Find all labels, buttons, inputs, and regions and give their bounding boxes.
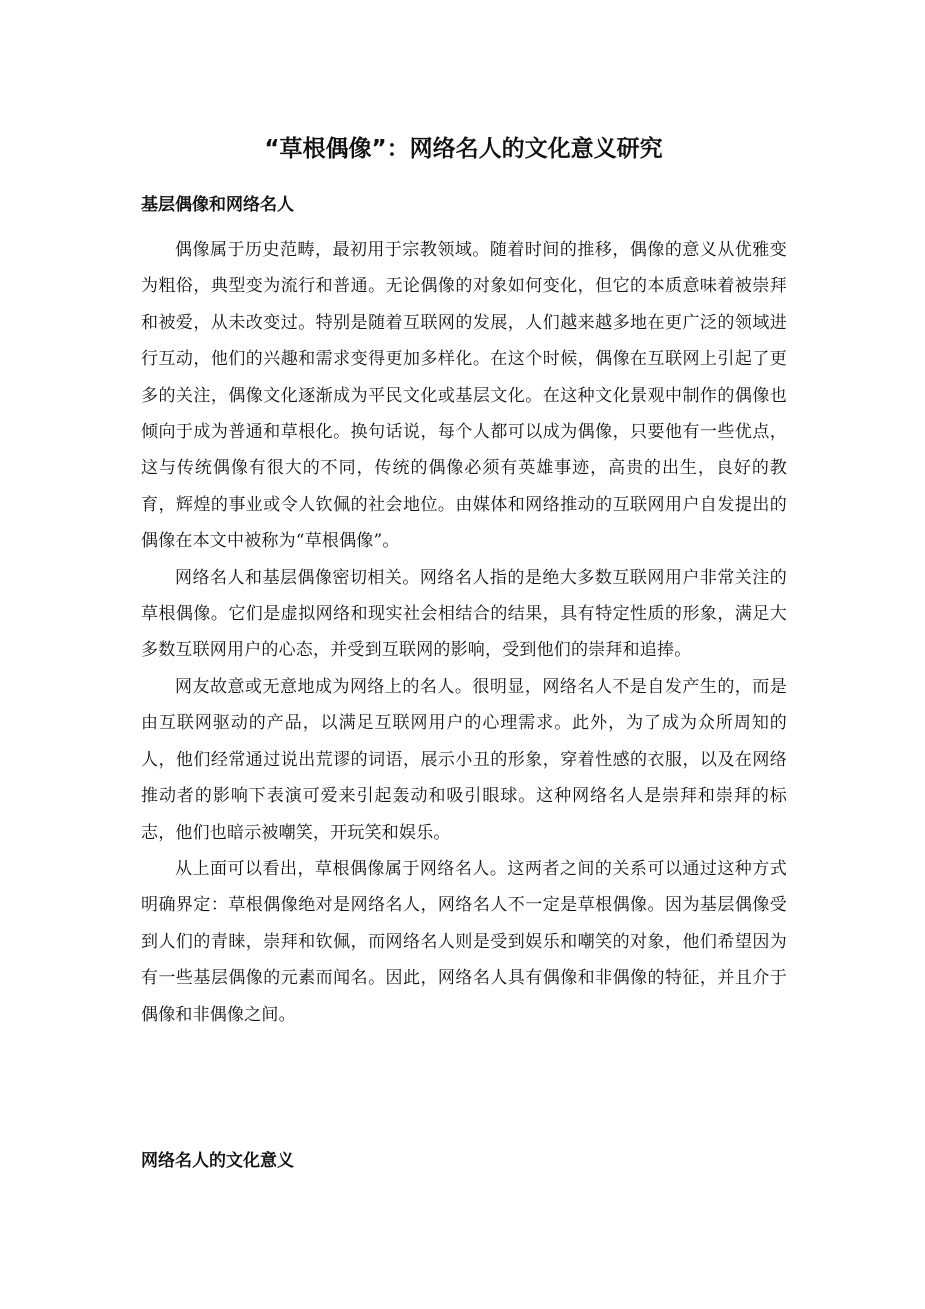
section-heading: 网络名人的文化意义 xyxy=(141,1151,294,1171)
paragraph: 偶像属于历史范畴，最初用于宗教领域。随着时间的推移，偶像的意义从优雅变为粗俗，典型变为流行和普通。无论偶像的对象如何变化，但它的本质意味着被崇拜和被爱，从未改变过。特别是随着互联网的发展，人们越来越多地在更广泛的领域进行互动，他们的兴趣和需求变得更加多样化。在这个时候，偶像在互联网上引起了更多的关注，偶像文化逐渐成为平民文化或基层文化。在这种文化景观中制作的偶像也倾向于成为普通和草根化。换句话说，每个人都可以成为偶像，只要他有一些优点，这与传统偶像有很大的不同，传统的偶像必须有英雄事迹，高贵的出生，良好的教育，辉煌的事业或令人钦佩的社会地位。由媒体和网络推动的互联网用户自发提出的偶像在本文中被称为“草根偶像”。 xyxy=(141,240,787,552)
document-title: “草根偶像”：网络名人的文化意义研究 xyxy=(264,136,663,162)
section-body xyxy=(141,232,787,1033)
paragraph: 网络名人和基层偶像密切相关。网络名人指的是绝大多数互联网用户非常关注的草根偶像。它们是虚拟网络和现实社会相结合的结果，具有特定性质的形象，满足大多数互联网用户的心态，并受到互联网的影响，受到他们的崇拜和追捧。 xyxy=(141,567,787,661)
section-heading: 基层偶像和网络名人 xyxy=(141,195,294,215)
paragraph: 从上面可以看出，草根偶像属于网络名人。这两者之间的关系可以通过这种方式明确界定：草根偶像绝对是网络名人，网络名人不一定是草根偶像。因为基层偶像受到人们的青睐，崇拜和钦佩，而网络名人则是受到娱乐和嘲笑的对象，他们希望因为有一些基层偶像的元素而闻名。因此，网络名人具有偶像和非偶像的特征，并且介于偶像和非偶像之间。 xyxy=(141,858,787,1025)
paragraph: 网友故意或无意地成为网络上的名人。很明显，网络名人不是自发产生的，而是由互联网驱动的产品，以满足互联网用户的心理需求。此外，为了成为众所周知的人，他们经常通过说出荒谬的词语，展示小丑的形象，穿着性感的衣服，以及在网络推动者的影响下表演可爱来引起轰动和吸引眼球。这种网络名人是崇拜和崇拜的标志，他们也暗示被嘲笑，开玩笑和娱乐。 xyxy=(141,676,787,843)
